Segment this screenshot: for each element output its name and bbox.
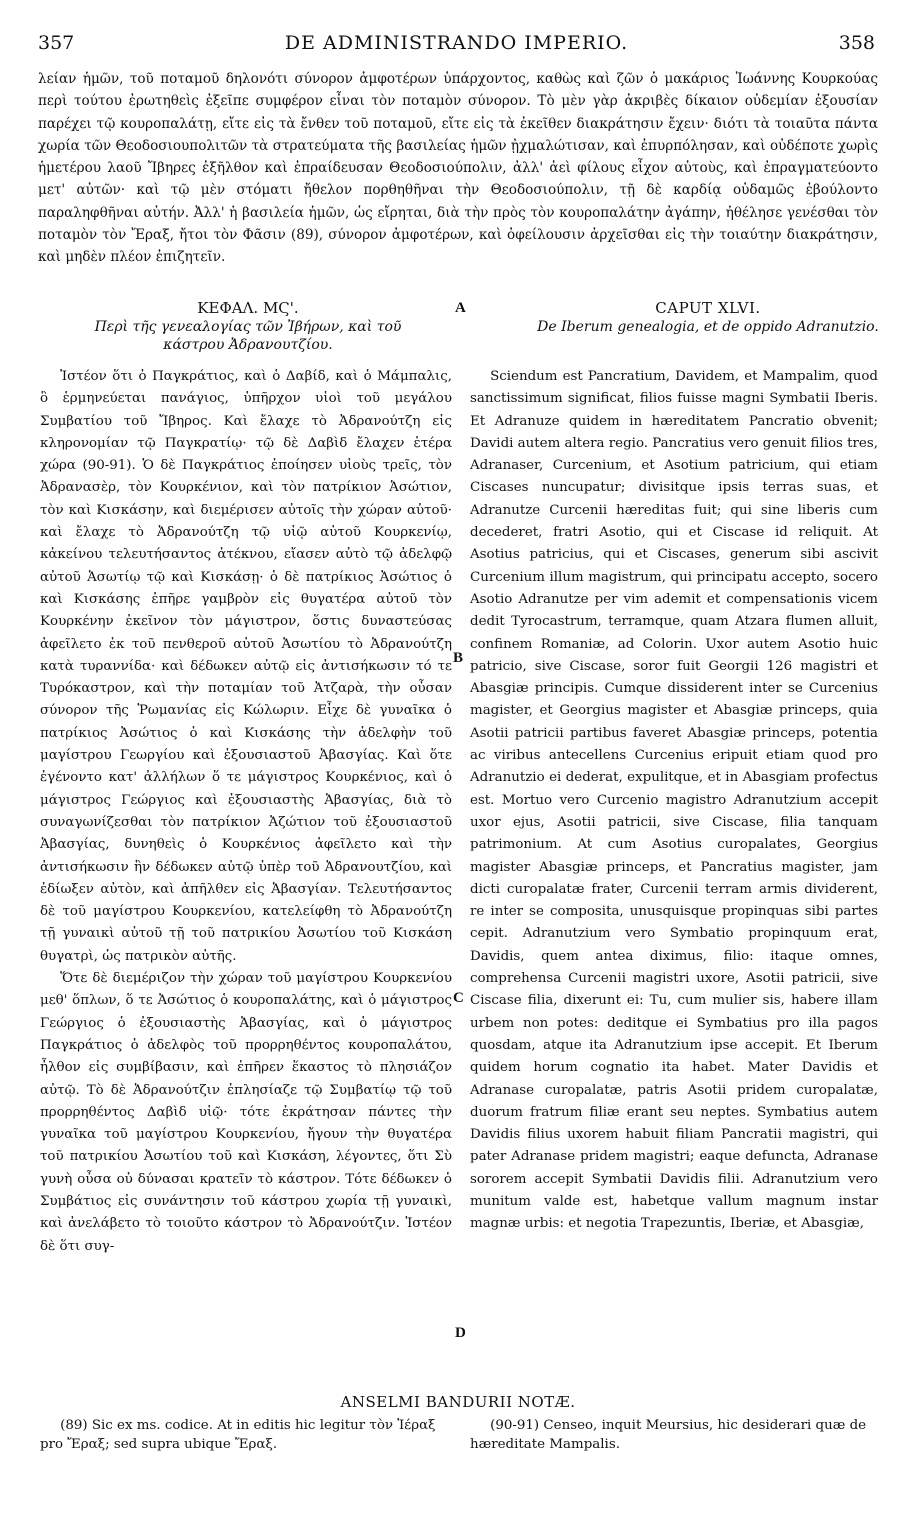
margin-marker-a: A (455, 300, 466, 316)
greek-chapter-heading (38, 298, 458, 354)
page-number-left: 357 (38, 32, 75, 54)
latin-column (470, 366, 878, 1236)
margin-marker-d: D (455, 1325, 466, 1341)
latin-chapter-number: CAPUT XLVI. (655, 299, 761, 317)
greek-paragraph: Ὅτε δὲ διεμέριζον τὴν χώραν τοῦ μαγίστρου Κουρκενίου μεθ' ὅπλων, ὅ τε Ἀσώτιος ὁ κουροπαλάτης, καὶ ὁ μάγιστρος Γεώργιος ὁ ἐξουσιαστὴς Ἀβασγίας, καὶ ὁ μάγιστρος Παγκράτιος ὁ ἀδελφὸς τοῦ προρρηθέντος κουροπαλάτου, ἦλθον εἰς συμβίβασιν, καὶ ἐπῆρεν ἕκαστος τὸ πλησιάζον αὐτῷ. Τὸ δὲ Ἀδρανούτζιν ἐπλησίαζε τῷ Συμβατίῳ τῷ τοῦ προρρηθέντος Δαβὶδ υἱῷ· τότε ἐκράτησαν πάντες τὴν γυναῖκα τοῦ μαγίστρου Κουρκενίου, ἤγουν τὴν θυγατέρα τοῦ πατρικίου Ἀσωτίου τοῦ καὶ Κισκάση, λέγοντες, ὅτι Σὺ γυνὴ οὖσα οὐ δύνασαι κρατεῖν τὸ κάστρον. Τότε δέδωκεν ὁ Συμβάτιος εἰς συνάντησιν τοῦ κάστρου χωρία τῇ γυναικὶ, καὶ ἀνελάβετο τὸ τοιοῦτο κάστρον τὸ Ἀδρανούτζιν. Ἰστέον δὲ ὅτι συγ- (40, 971, 452, 1254)
latin-paragraph: Sciendum est Pancratium, Davidem, et Mampalim, quod sanctissimum significat, filios fuisse magni Symbatii Iberis. Et Adranuze quidem in hæreditatem Pancratio obvenit; Davidi autem altera regio. Pancratius vero genuit filios tres, Adranaser, Curcenium, et Asotium patricium, qui etiam Ciscases nuncupatur; divisitque ipsis terras suas, et Adranutze Curcenii hæreditas fuit; qui sine liberis cum decederet, fratri Asotio, qui et Ciscase id reliquit. At Asotius patricius, qui et Ciscases, generum sibi ascivit Curcenium illum magistrum, qui principatu accepto, socero Asotio Adranutze per vim ademit et compensationis vicem dedit Tyrocastrum, terramque, quam Atzara flumen alluit, confinem Romaniæ, ad Colorin. Uxor autem Asotio huic patricio, sive Ciscase, soror fuit Georgii 126 magistri et Abasgiæ principis. Cumque dissiderent inter se Curcenius magister, et Georgius magister et Abasgiæ princeps, quia Asotii patricii partibus faveret Abasgiæ princeps, potentia ac viribus antecellens Curcenius eripuit etiam quod pro Adranutzio ei dederat, expulitque, et in Abasgiam profectus est. Mortuo vero Curcenio magistro Adranutzium accepit uxor ejus, Asotii patricii, sive Ciscase, filia tanquam patrimonium. At cum Asotius curopalates, Georgius magister Abasgiæ princeps, et Pancratius magister, jam dicti curopalatæ frater, Curcenii terram armis dividerent, re inter se composita, unusquisque propinquas sibi partes cepit. Adranutzium vero Symbatio propinquum erat, Davidis, quem antea diximus, filio: itaque omnes, comprehensa Curcenii magistri uxore, Asotii patricii, sive Ciscase filia, dixerunt ei: Tu, cum mulier sis, habere illam urbem non potes: deditque ei Symbatius pro illa pagos quosdam, atque ita Adranutzium ipse accepit. Et Iberum quidem horum cognatio ita habet. Mater Davidis et Adranase curopalatæ, patris Asotii pridem curopalatæ, duorum fratrum filiæ erant seu neptes. Symbatius autem Davidis filius uxorem habuit filiam Pancratii magistri, qui pater Adranase pridem magistri; eaque defuncta, Adranase sororem accepit Symbatii Davidis filii. Adranutzium vero munitum valde est, habetque vallum magnum instar magnæ urbis: et negotia Trapezuntis, Iberiæ, et Abasgiæ, (470, 369, 878, 1232)
intro-paragraph (38, 68, 878, 269)
note-90-91 (470, 1416, 880, 1454)
page-number-right: 358 (838, 32, 875, 54)
latin-chapter-heading (508, 298, 908, 336)
running-header (38, 32, 875, 58)
note-89 (40, 1416, 450, 1454)
notes-title: ANSELMI BANDURII NOTÆ. (340, 1393, 576, 1411)
intro-greek-text: λείαν ἡμῶν, τοῦ ποταμοῦ δηλονότι σύνορον ἀμφοτέρων ὑπάρχοντος, καθὼς καὶ ζῶν ὁ μακάριος Ἰωάννης Κουρκούας περὶ τούτου ἐρωτηθεὶς ἐξεῖπε συμφέρον εἶναι τὸν ποταμὸν σύνορον. Τὸ μὲν γὰρ ἀκριβὲς δίκαιον οὐδεμίαν ἐξουσίαν παρέχει τῷ κουροπαλάτῃ, εἴτε εἰς τὰ ἔνθεν τοῦ ποταμοῦ, εἴτε εἰς τὰ ἐκεῖθεν διακράτησιν ἔχειν· διότι τὰ τοιαῦτα πάντα χωρία τῶν Θεοδοσιουπολιτῶν τὰ στρατεύματα τῆς βασιλείας ἡμῶν ᾐχμαλώτισαν, καὶ ἐπυρπόλησαν, καὶ οὐδέποτε χωρὶς ἡμετέρου λαοῦ Ἴβηρες ἐξῆλθον καὶ ἐπραίδευσαν Θεοδοσιούπολιν, ἀλλ' ἀεὶ φίλους εἶχον αὐτοὺς, καὶ ἐπραγματεύοντο μετ' αὐτῶν· καὶ τῷ μὲν στόματι ἤθελον πορθηθῆναι τὴν Θεοδοσιούπολιν, τῇ δὲ καρδίᾳ οὐδαμῶς ἐβούλοντο παραληφθῆναι αὐτήν. Ἀλλ' ἡ βασιλεία ἡμῶν, ὡς εἴρηται, διὰ τὴν πρὸς τὸν κουροπαλάτην ἀγάπην, ἠθέλησε γενέσθαι τὸν ποταμὸν τὸν Ἔραξ, ἤτοι τὸν Φᾶσιν (89), σύνορον ἀμφοτέρων, καὶ ὀφείλουσιν ἀρχεῖσθαι εἰς τὴν τοιαύτην διακράτησιν, καὶ μηδὲν πλέον ἐπιζητεῖν. (38, 71, 878, 266)
greek-chapter-number: ΚΕΦΑΛ. ΜϚ'. (197, 299, 299, 317)
running-title: DE ADMINISTRANDO IMPERIO. (284, 32, 629, 54)
note-89-text: (89) Sic ex ms. codice. At in editis hic legitur τὸν Ἰέραξ pro Ἔραξ; sed supra ubique Ἔραξ. (40, 1418, 436, 1452)
greek-chapter-subtitle-1: Περὶ τῆς γενεαλογίας τῶν Ἰβήρων, καὶ τοῦ (94, 319, 402, 335)
margin-marker-c: C (453, 990, 464, 1006)
note-90-91-text: (90-91) Censeo, inquit Meursius, hic desiderari quæ de hæreditate Mampalis. (470, 1418, 867, 1452)
margin-marker-b: B (453, 650, 464, 666)
greek-paragraph: Ἰστέον ὅτι ὁ Παγκράτιος, καὶ ὁ Δαβίδ, καὶ ὁ Μάμπαλις, ὃ ἑρμηνεύεται πανάγιος, ὑπῆρχον υἱοὶ τοῦ μεγάλου Συμβατίου τοῦ Ἴβηρος. Καὶ ἔλαχε τὸ Ἀδρανούτζη εἰς κληρονομίαν τῷ Παγκρατίῳ· τῷ δὲ Δαβὶδ ἔλαχεν ἑτέρα χώρα (90-91). Ὁ δὲ Παγκράτιος ἐποίησεν υἱοὺς τρεῖς, τὸν Ἀδρανασὲρ, τὸν Κουρκένιον, καὶ τὸν πατρίκιον Ἀσώτιον, τὸν καὶ Κισκάσην, καὶ διεμέρισεν αὐτοῖς τὴν χώραν αὐτοῦ· καὶ ἔλαχε τὸ Ἀδρανούτζη τῷ υἱῷ αὐτοῦ Κουρκενίῳ, κἀκείνου τελευτήσαντος ἀτέκνου, εἴασεν αὐτὸ τῷ ἀδελφῷ αὐτοῦ Ἀσωτίῳ τῷ καὶ Κισκάσῃ· ὁ δὲ πατρίκιος Ἀσώτιος ὁ καὶ Κισκάσης ἐπῆρε γαμβρὸν εἰς θυγατέρα αὐτοῦ τὸν Κουρκένην ἐκεῖνον τὸν μάγιστρον, ὅστις δυναστεύσας ἀφεῖλετο ἐκ τοῦ πενθεροῦ αὐτοῦ Ἀσωτίου τὸ Ἀδρανούτζη κατὰ τυραννίδα· καὶ δέδωκεν αὐτῷ εἰς ἀντισήκωσιν τό τε Τυρόκαστρον, καὶ τὴν ποταμίαν τοῦ Ἀτζαρὰ, τὴν οὖσαν σύνορον τῆς Ῥωμανίας εἰς Κώλωριν. Εἶχε δὲ γυναῖκα ὁ πατρίκιος Ἀσώτιος ὁ καὶ Κισκάσης τὴν ἀδελφὴν τοῦ μαγίστρου Γεωργίου καὶ ἐξουσιαστοῦ Ἀβασγίας. Καὶ ὅτε ἐγένοντο κατ' ἀλλήλων ὅ τε μάγιστρος Κουρκένιος, καὶ ὁ μάγιστρος Γεώργιος καὶ ἐξουσιαστὴς Ἀβασγίας, διὰ τὸ συναγωνίζεσθαι τὸν πατρίκιον Ἀζώτιον τοῦ ἐξουσιαστοῦ Ἀβασγίας, δυνηθεὶς ὁ Κουρκένιος ἀφεῖλετο καὶ τὴν ἀντισήκωσιν ἣν δέδωκεν αὐτῷ ὑπὲρ τοῦ Ἀδρανουτζίου, καὶ ἐδίωξεν αὐτὸν, καὶ ἀπῆλθεν εἰς Ἀβασγίαν. Τελευτήσαντος δὲ τοῦ μαγίστρου Κουρκενίου, κατελείφθη τὸ Ἀδρανούτζη τῇ γυναικὶ αὐτοῦ τῇ τοῦ πατρικίου Ἀσωτίου τοῦ Κισκάση θυγατρὶ, ὡς πατρικὸν αὐτῆς. (40, 369, 452, 964)
latin-chapter-subtitle: De Iberum genealogia, et de oppido Adranutzio. (537, 319, 879, 335)
greek-chapter-subtitle-2: κάστρου Ἀδρανουτζίου. (163, 337, 333, 353)
greek-column (40, 366, 452, 1258)
